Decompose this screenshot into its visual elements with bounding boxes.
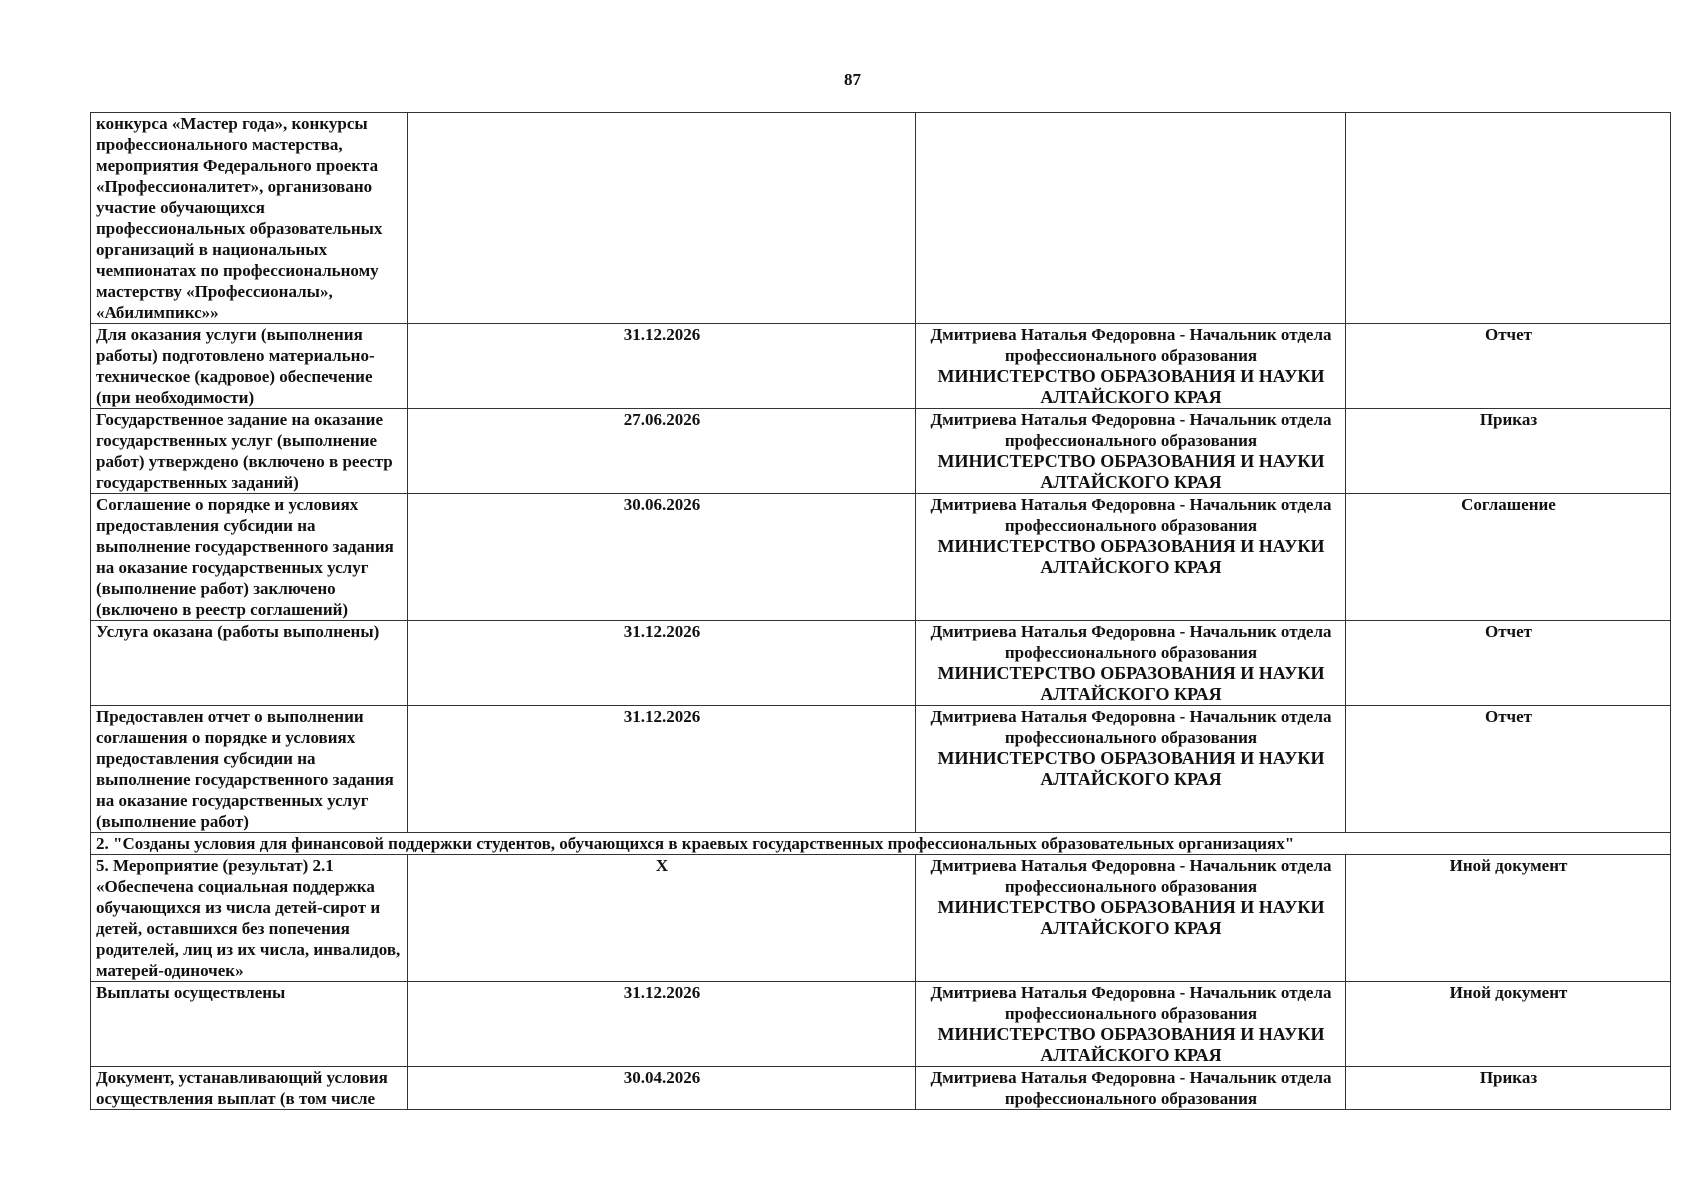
deadline-cell: 31.12.2026 [408, 982, 916, 1067]
responsible-cell [916, 706, 1346, 833]
event-name-cell: 5. Мероприятие (результат) 2.1 «Обеспечена социальная поддержка обучающихся из числа детей-сирот и детей, оставшихся без попечения родителей, лиц из их числа, инвалидов, матерей-одиночек» [91, 855, 408, 982]
responsible-organization: МИНИСТЕРСТВО ОБРАЗОВАНИЯ И НАУКИ АЛТАЙСКОГО КРАЯ [937, 536, 1325, 577]
event-name-cell: Предоставлен отчет о выполнении соглашения о порядке и условиях предоставления субсидии на выполнение государственного задания на оказание государственных услуг (выполнение работ) [91, 706, 408, 833]
deadline-cell: 30.06.2026 [408, 494, 916, 621]
responsible-department: профессионального образования [1004, 431, 1258, 450]
responsible-organization: МИНИСТЕРСТВО ОБРАЗОВАНИЯ И НАУКИ АЛТАЙСКОГО КРАЯ [937, 748, 1325, 789]
responsible-person: Дмитриева Наталья Федоровна - Начальник отдела [930, 325, 1332, 344]
responsible-department: профессионального образования [1004, 346, 1258, 365]
deadline-cell: X [408, 855, 916, 982]
responsible-person: Дмитриева Наталья Федоровна - Начальник отдела [930, 495, 1332, 514]
document-type-cell: Приказ [1346, 409, 1671, 494]
deadline-cell: 30.04.2026 [408, 1067, 916, 1110]
table-row [91, 706, 1671, 833]
document-type-cell: Отчет [1346, 621, 1671, 706]
responsible-department: профессионального образования [1004, 1004, 1258, 1023]
deadline-cell: 31.12.2026 [408, 621, 916, 706]
event-name-cell: Для оказания услуги (выполнения работы) подготовлено материально-техническое (кадровое) обеспечение (при необходимости) [91, 324, 408, 409]
responsible-organization: МИНИСТЕРСТВО ОБРАЗОВАНИЯ И НАУКИ АЛТАЙСКОГО КРАЯ [937, 897, 1325, 938]
table-row [91, 494, 1671, 621]
event-name-cell: Выплаты осуществлены [91, 982, 408, 1067]
plan-table-body [91, 113, 1671, 1110]
responsible-organization: МИНИСТЕРСТВО ОБРАЗОВАНИЯ И НАУКИ АЛТАЙСКОГО КРАЯ [937, 366, 1325, 407]
responsible-organization: МИНИСТЕРСТВО ОБРАЗОВАНИЯ И НАУКИ АЛТАЙСКОГО КРАЯ [937, 1024, 1325, 1065]
deadline-cell: 31.12.2026 [408, 324, 916, 409]
section-row [91, 833, 1671, 855]
section-title: 2. "Созданы условия для финансовой поддержки студентов, обучающихся в краевых государственных профессиональных образовательных организациях" [91, 833, 1671, 855]
page-number: 87 [844, 70, 861, 89]
table-row [91, 409, 1671, 494]
document-type-cell: Отчет [1346, 324, 1671, 409]
document-type-cell: Приказ [1346, 1067, 1671, 1110]
responsible-cell [916, 409, 1346, 494]
responsible-person: Дмитриева Наталья Федоровна - Начальник отдела [930, 707, 1332, 726]
event-name-cell: Соглашение о порядке и условиях предоставления субсидии на выполнение государственного задания на оказание государственных услуг (выполнение работ) заключено (включено в реестр соглашений) [91, 494, 408, 621]
responsible-organization: МИНИСТЕРСТВО ОБРАЗОВАНИЯ И НАУКИ АЛТАЙСКОГО КРАЯ [937, 451, 1325, 492]
table-row [91, 982, 1671, 1067]
responsible-cell [916, 621, 1346, 706]
table-row [91, 324, 1671, 409]
responsible-department: профессионального образования [1004, 643, 1258, 662]
responsible-cell [916, 855, 1346, 982]
responsible-cell [916, 494, 1346, 621]
table-row [91, 113, 1671, 324]
responsible-person: Дмитриева Наталья Федоровна - Начальник отдела [930, 410, 1332, 429]
document-type-cell [1346, 113, 1671, 324]
event-name-cell: конкурса «Мастер года», конкурсы профессионального мастерства, мероприятия Федерального проекта «Профессионалитет», организовано участие обучающихся профессиональных образовательных организаций в национальных чемпионатах по профессиональному мастерству «Профессионалы», «Абилимпикс»» [91, 113, 408, 324]
event-name-cell: Государственное задание на оказание государственных услуг (выполнение работ) утверждено (включено в реестр государственных заданий) [91, 409, 408, 494]
responsible-person: Дмитриева Наталья Федоровна - Начальник отдела [930, 983, 1332, 1002]
event-name-cell: Услуга оказана (работы выполнены) [91, 621, 408, 706]
responsible-department: профессионального образования [1004, 516, 1258, 535]
event-name-cell: Документ, устанавливающий условия осуществления выплат (в том числе [91, 1067, 408, 1110]
responsible-department: профессионального образования [1004, 1089, 1258, 1108]
deadline-cell: 27.06.2026 [408, 409, 916, 494]
responsible-cell [916, 982, 1346, 1067]
document-type-cell: Соглашение [1346, 494, 1671, 621]
table-row [91, 855, 1671, 982]
table-row [91, 1067, 1671, 1110]
document-type-cell: Иной документ [1346, 855, 1671, 982]
document-type-cell: Отчет [1346, 706, 1671, 833]
responsible-department: профессионального образования [1004, 877, 1258, 896]
responsible-cell [916, 113, 1346, 324]
responsible-person: Дмитриева Наталья Федоровна - Начальник отдела [930, 622, 1332, 641]
responsible-person: Дмитриева Наталья Федоровна - Начальник отдела [930, 1068, 1332, 1087]
responsible-cell [916, 324, 1346, 409]
responsible-organization: МИНИСТЕРСТВО ОБРАЗОВАНИЯ И НАУКИ АЛТАЙСКОГО КРАЯ [937, 663, 1325, 704]
table-row [91, 621, 1671, 706]
responsible-cell [916, 1067, 1346, 1110]
plan-table [90, 112, 1671, 1110]
document-type-cell: Иной документ [1346, 982, 1671, 1067]
responsible-department: профессионального образования [1004, 728, 1258, 747]
deadline-cell [408, 113, 916, 324]
responsible-person: Дмитриева Наталья Федоровна - Начальник отдела [930, 856, 1332, 875]
deadline-cell: 31.12.2026 [408, 706, 916, 833]
